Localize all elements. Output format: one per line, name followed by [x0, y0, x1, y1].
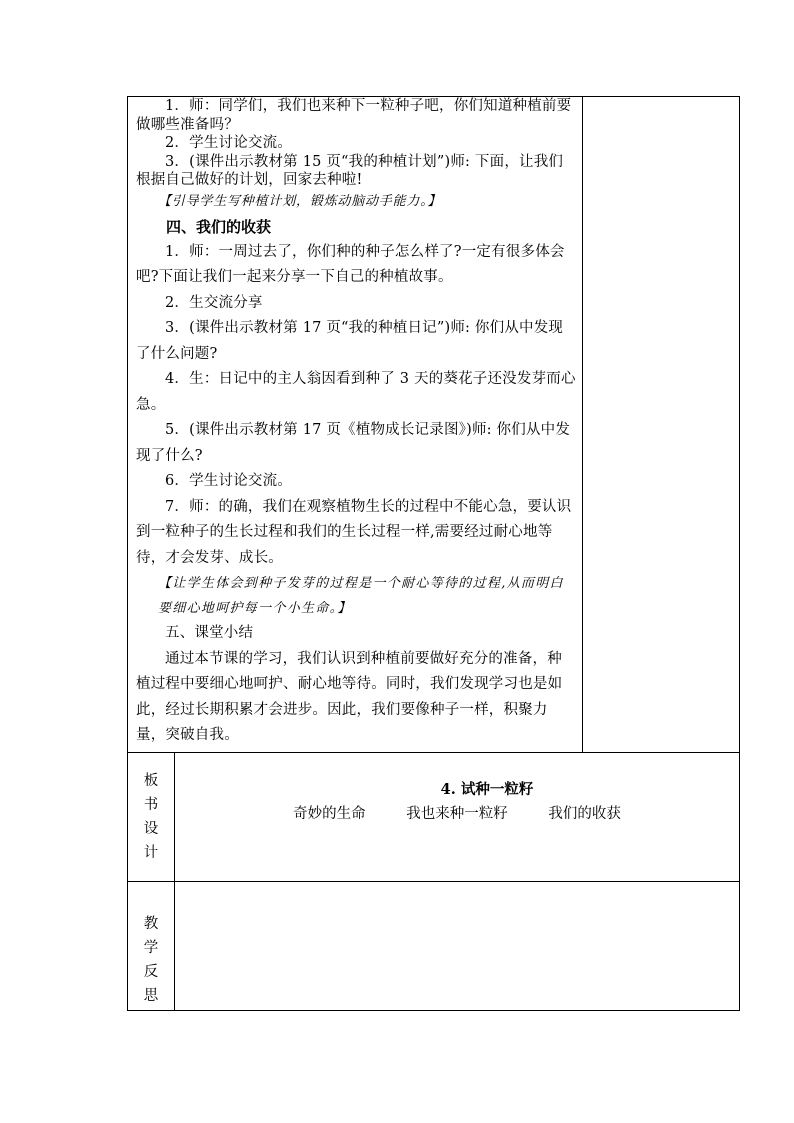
board-design-row — [128, 753, 740, 882]
board-items — [175, 803, 739, 825]
board-title: 4. 试种一粒籽 — [440, 781, 534, 798]
board-design-cell — [175, 753, 740, 882]
paragraph: 1．师：同学们，我们也来种下一粒种子吧，你们知道种植前要做哪些准备吗？ — [136, 98, 572, 133]
side-notes-cell — [583, 97, 740, 753]
paragraph: 通过本节课的学习，我们认识到种植前要做好充分的准备，种植过程中要细心地呵护、耐心地等待。同时，我们发现学习也是如此，经过长期积累才会进步。因此，我们要像种子一样，积聚力量，突破自我。 — [136, 650, 563, 743]
paragraph: 4．生：日记中的主人翁因看到种了 3 天的葵花子还没发芽而心急。 — [136, 371, 576, 413]
label-char: 书 — [143, 797, 159, 813]
paragraph: 5．(课件出示教材第 17 页《植物成长记录图》)师: 你们从中发现了什么? — [136, 422, 571, 464]
section-heading: 四、我们的收获 — [166, 217, 272, 236]
label-char: 设 — [143, 821, 159, 837]
label-char: 学 — [143, 940, 159, 956]
section-heading: 五、课堂小结 — [165, 625, 254, 641]
paragraph: 2．生交流分享 — [165, 294, 263, 311]
label-char: 计 — [143, 845, 159, 861]
paragraph: 3．(课件出示教材第 15 页“我的种植计划”)师: 下面，让我们根据自己做好的计划，回家去种啦! — [136, 153, 564, 188]
reflection-row — [128, 882, 740, 1011]
board-item: 奇妙的生命 — [293, 806, 366, 822]
lesson-body-cell — [128, 97, 583, 753]
paragraph: 6．学生讨论交流。 — [165, 473, 293, 489]
label-char: 思 — [143, 988, 159, 1004]
lesson-body-row — [128, 97, 740, 753]
teaching-note: 【引导学生写种植计划，锻炼动脑动手能力。】 — [158, 193, 442, 209]
paragraph: 1．师：一周过去了，你们种的种子怎么样了?一定有很多体会吧?下面让我们一起来分享一下自己的种植故事。 — [136, 243, 565, 285]
board-design-label — [128, 753, 175, 882]
paragraph: 3．(课件出示教材第 17 页“我的种植日记”)师: 你们从中发现了什么问题? — [136, 320, 564, 362]
label-char: 教 — [143, 916, 159, 932]
teaching-note: 【让学生体会到种子发芽的过程是一个耐心等待的过程,从而明白要细心地呵护每一个小生命。】 — [158, 576, 564, 616]
lesson-plan-table — [127, 96, 740, 1011]
label-char: 板 — [143, 773, 159, 789]
reflection-cell[interactable] — [175, 882, 740, 1011]
paragraph: 2．学生讨论交流。 — [165, 135, 293, 151]
label-char: 反 — [143, 964, 159, 980]
lesson-plan-page — [127, 96, 739, 1012]
board-item: 我也来种一粒籽 — [406, 806, 508, 822]
reflection-label — [128, 882, 175, 1011]
board-item: 我们的收获 — [548, 806, 621, 822]
paragraph: 7．师：的确，我们在观察植物生长的过程中不能心急，要认识到一粒种子的生长过程和我们的生长过程一样,需要经过耐心地等待，才会发芽、成长。 — [136, 498, 572, 566]
